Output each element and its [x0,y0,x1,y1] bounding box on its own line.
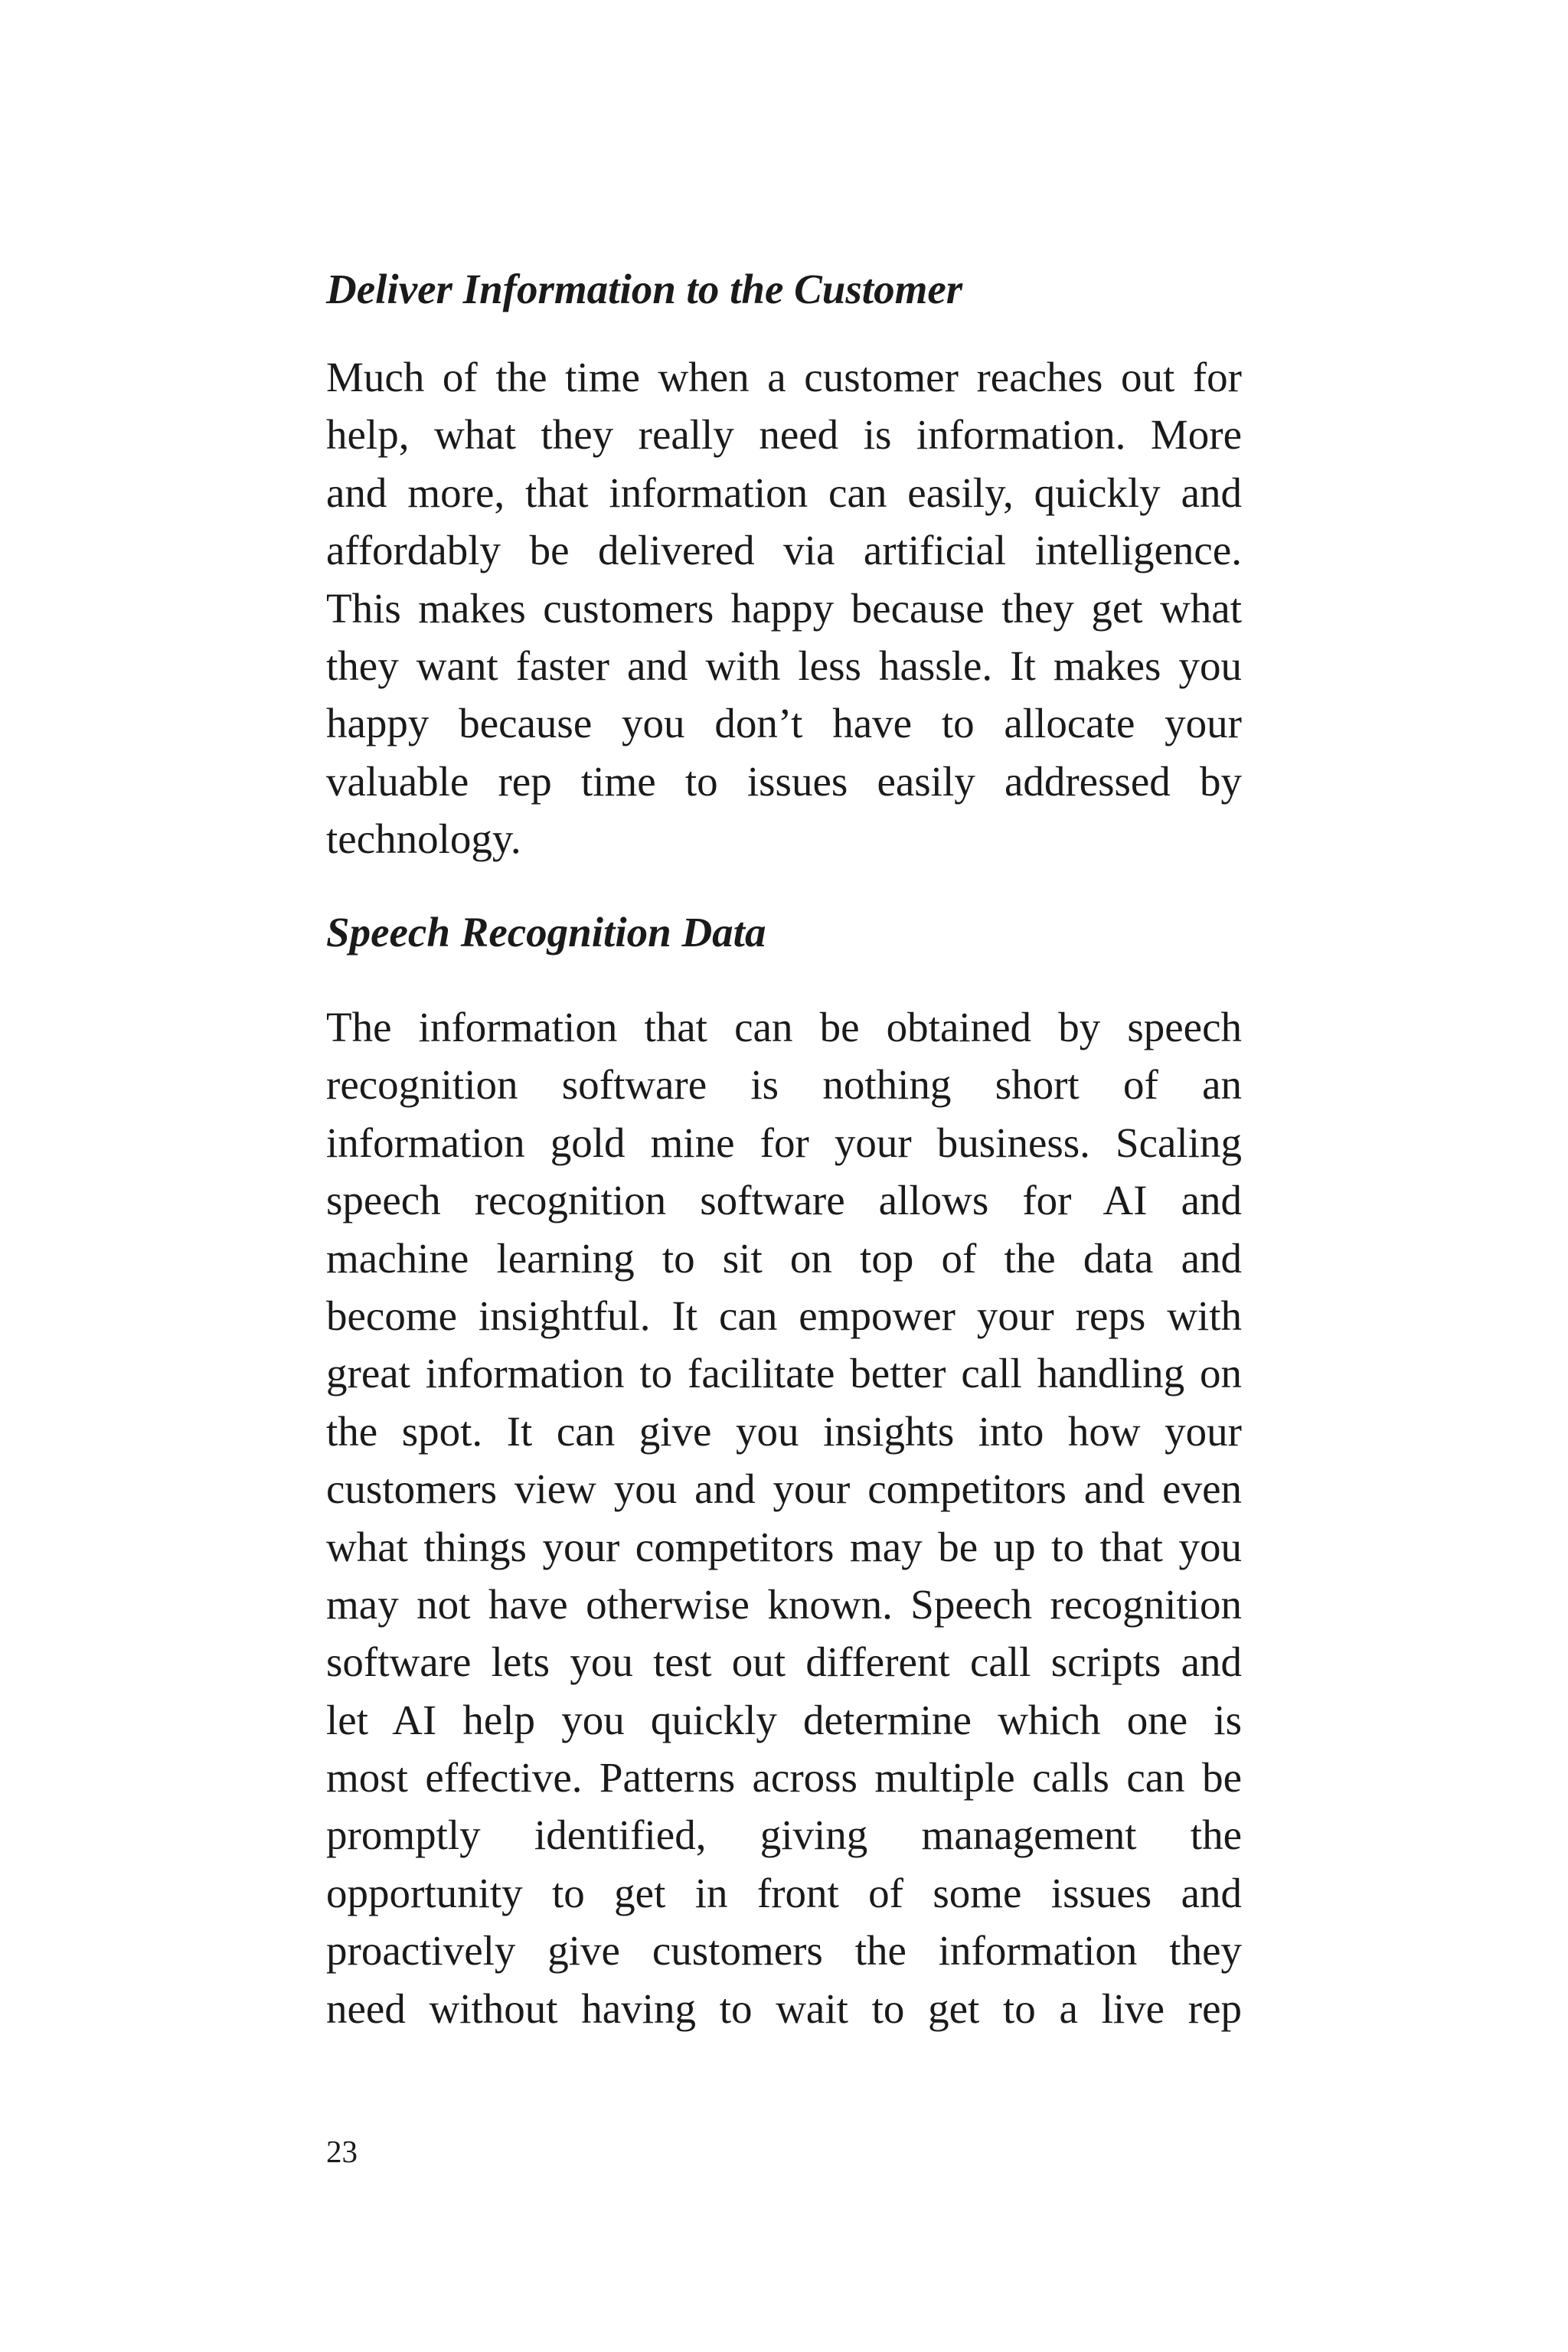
paragraph-line: technology. [326,815,521,863]
section-heading-speech-recognition: Speech Recognition Data [326,909,766,956]
paragraph-line: Much of the time when a customer reaches out for [326,354,1242,400]
paragraph-line: happy because you don’t have to allocate your [326,700,1242,747]
paragraph-line: opportunity to get in front of some issues and [326,1869,1242,1916]
paragraph-line: The information that can be obtained by speech [326,1004,1242,1050]
paragraph-line: proactively give customers the information they [326,1927,1242,1975]
paragraph-speech-recognition [326,998,1242,2037]
paragraph-line: great information to facilitate better call handling on [326,1350,1242,1397]
paragraph-line: need without having to wait to get to a live rep [326,1984,1242,2032]
paragraph-line: software lets you test out different call scripts and [326,1638,1242,1686]
paragraph-line: help, what they really need is information. More [326,411,1242,459]
paragraph-deliver-information [326,348,1242,868]
paragraph-line: may not have otherwise known. Speech recognition [326,1580,1242,1628]
paragraph-line: what things your competitors may be up to that you [326,1523,1242,1570]
paragraph-line: and more, that information can easily, quickly and [326,469,1242,516]
paragraph-line: they want faster and with less hassle. It makes you [326,642,1242,689]
paragraph-line: become insightful. It can empower your reps with [326,1292,1242,1339]
section-heading-deliver-information: Deliver Information to the Customer [326,266,963,312]
paragraph-line: the spot. It can give you insights into how your [326,1407,1242,1455]
page-number: 23 [326,2134,358,2169]
paragraph-line: machine learning to sit on top of the data and [326,1234,1242,1282]
paragraph-line: valuable rep time to issues easily addressed by [326,757,1242,805]
paragraph-line: customers view you and your competitors and even [326,1465,1242,1513]
paragraph-line: speech recognition software allows for AI and [326,1177,1242,1224]
paragraph-line: This makes customers happy because they get what [326,584,1242,632]
paragraph-line: let AI help you quickly determine which one is [326,1696,1242,1743]
paragraph-line: recognition software is nothing short of an [326,1061,1242,1109]
paragraph-line: information gold mine for your business. Scaling [326,1119,1242,1166]
paragraph-line: affordably be delivered via artificial intelligence. [326,527,1242,574]
paragraph-line: most effective. Patterns across multiple calls can be [326,1754,1242,1802]
paragraph-line: promptly identified, giving management the [326,1811,1242,1859]
